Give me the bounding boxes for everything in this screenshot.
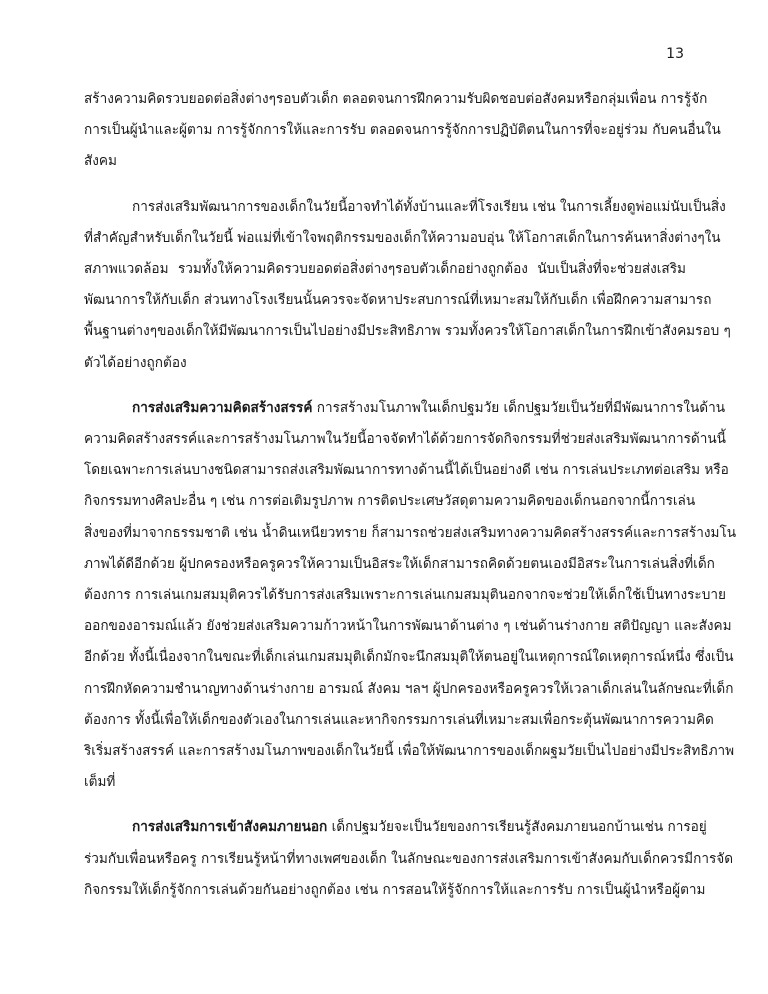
text-line: ร่วมกับเพื่อนหรือครู การเรียนรู้หน้าที่ทางเพศของเด็ก ในลักษณะของการส่งเสริมการเข้าสังคมกับเด็กควรมีการจัด [84,850,734,867]
text-line [84,812,707,843]
text-line: พัฒนาการให้กับเด็ก ส่วนทางโรงเรียนนั้นควรจะจัดหาประสบการณ์ที่เหมาะสมให้กับเด็ก เพื่อฝึกความสามารถ [84,292,712,309]
text-line: สังคม [84,153,117,170]
paragraph [84,192,731,379]
text-line: ที่สำคัญสำหรับเด็กในวัยนี้ พ่อแม่ที่เข้าใจพฤติกรรมของเด็กให้ความอบอุ่น ให้โอกาสเด็กในการค้นหาสิ่งต่างๆใน [84,229,721,246]
text-line [84,393,726,424]
paragraph [84,812,734,906]
text-line: ความคิดสร้างสรรค์และการสร้างมโนภาพในวัยนี้อาจจัดทำได้ด้วยการจัดกิจกรรมที่ช่วยส่งเสริมพัฒนาการด้านนี้ [84,431,726,448]
text-line: ตัวได้อย่างถูกต้อง [84,354,187,371]
text-line: เต็มที่ [84,774,116,791]
text-line: สิ่งของที่มาจากธรรมชาติ เช่น น้ำดินเหนียวทราย ก็สามารถช่วยส่งเสริมทางความคิดสร้างสรรค์และการสร้างมโน [84,524,737,541]
text-line: ออกของอารมณ์แล้ว ยังช่วยส่งเสริมความก้าวหน้าในการพัฒนาด้านต่าง ๆ เช่นด้านร่างกาย สติปัญญา และสังคม [84,618,732,635]
section-heading: การส่งเสริมการเข้าสังคมภายนอก [132,819,328,836]
paragraph [84,84,721,178]
text-line: ภาพได้ดีอีกด้วย ผู้ปกครองหรือครูควรให้ความเป็นอิสระให้เด็กสามารถคิดด้วยตนเองมีอิสระในการเล่นสิ่งที่เด็ก [84,555,715,572]
text-line: การฝึกหัดความชำนาญทางด้านร่างกาย อารมณ์ สังคม ฯลฯ ผู้ปกครองหรือครูควรให้เวลาเด็กเล่นในลักษณะที่เด็ก [84,680,734,697]
text-line: ต้องการ ทั้งนี้เพื่อให้เด็กของตัวเองในการเล่นและหากิจกรรมการเล่นที่เหมาะสมเพื่อกระตุ้นพัฒนาการความคิด [84,711,714,728]
text-line: สภาพแวดล้อม รวมทั้งให้ความคิดรวบยอดต่อสิ่งต่างๆรอบตัวเด็กอย่างถูกต้อง นับเป็นสิ่งที่จะช่วยส่งเสริม [84,261,686,278]
text-line: อีกด้วย ทั้งนี้เนื่องจากในขณะที่เด็กเล่นเกมสมมุติเด็กมักจะนึกสมมุติให้ตนอยู่ในเหตุการณ์ใดเหตุการณ์หนึ่ง ซึ่งเป็น [84,649,734,666]
section-heading: การส่งเสริมความคิดสร้างสรรค์ [132,399,313,416]
text-line: พื้นฐานต่างๆของเด็กให้มีพัฒนาการเป็นไปอย่างมีประสิทธิภาพ รวมทั้งควรให้โอกาสเด็กในการฝึกเข้าสังคมรอบ ๆ [84,323,731,340]
paragraph [84,393,737,799]
text-line: โดยเฉพาะการเล่นบางชนิดสามารถส่งเสริมพัฒนาการทางด้านนี้ได้เป็นอย่างดี เช่น การเล่นประเภทต่อเสริม หรือ [84,462,729,479]
text-line: ต้องการ การเล่นเกมสมมุติควรได้รับการส่งเสริมเพราะการเล่นเกมสมมุตินอกจากจะช่วยให้เด็กใช้เป็นทางระบาย [84,587,726,604]
text-line: การส่งเสริมพัฒนาการของเด็กในวัยนี้อาจทำได้ทั้งบ้านและที่โรงเรียน เช่น ในการเลี้ยงดูพ่อแม่นับเป็นสิ่ง [132,198,726,215]
text-run: เด็กปฐมวัยจะเป็นวัยของการเรียนรู้สังคมภายนอกบ้านเช่น การอยู่ [327,819,707,836]
page-number: 13 [666,46,684,62]
text-run: การสร้างมโนภาพในเด็กปฐมวัย เด็กปฐมวัยเป็นวัยที่มีพัฒนาการในด้าน [312,399,726,416]
document-body [84,84,737,906]
text-line: ริเริ่มสร้างสรรค์ และการสร้างมโนภาพของเด็กในวัยนี้ เพื่อให้พัฒนาการของเด็กผฐมวัยเป็นไปอย่างมีประสิทธิภาพ [84,743,735,760]
text-line: กิจกรรมทางศิลปะอื่น ๆ เช่น การต่อเติมรูปภาพ การติดประเศษวัสดุตามความคิดของเด็กนอกจากนี้การเล่น [84,493,696,510]
text-line: กิจกรรมให้เด็กรู้จักการเล่นด้วยกันอย่างถูกต้อง เช่น การสอนให้รู้จักการให้และการรับ การเป็นผู้นำหรือผู้ตาม [84,881,706,898]
text-line: สร้างความคิดรวบยอดต่อสิ่งต่างๆรอบตัวเด็ก ตลอดจนการฝึกความรับผิดชอบต่อสังคมหรือกลุ่มเพื่อน การรู้จัก [84,91,708,107]
text-line: การเป็นผู้นำและผู้ตาม การรู้จักการให้และการรับ ตลอดจนการรู้จักการปฏิบัติตนในการที่จะอยู่ร่วม กับคนอื่นใน [84,122,721,139]
